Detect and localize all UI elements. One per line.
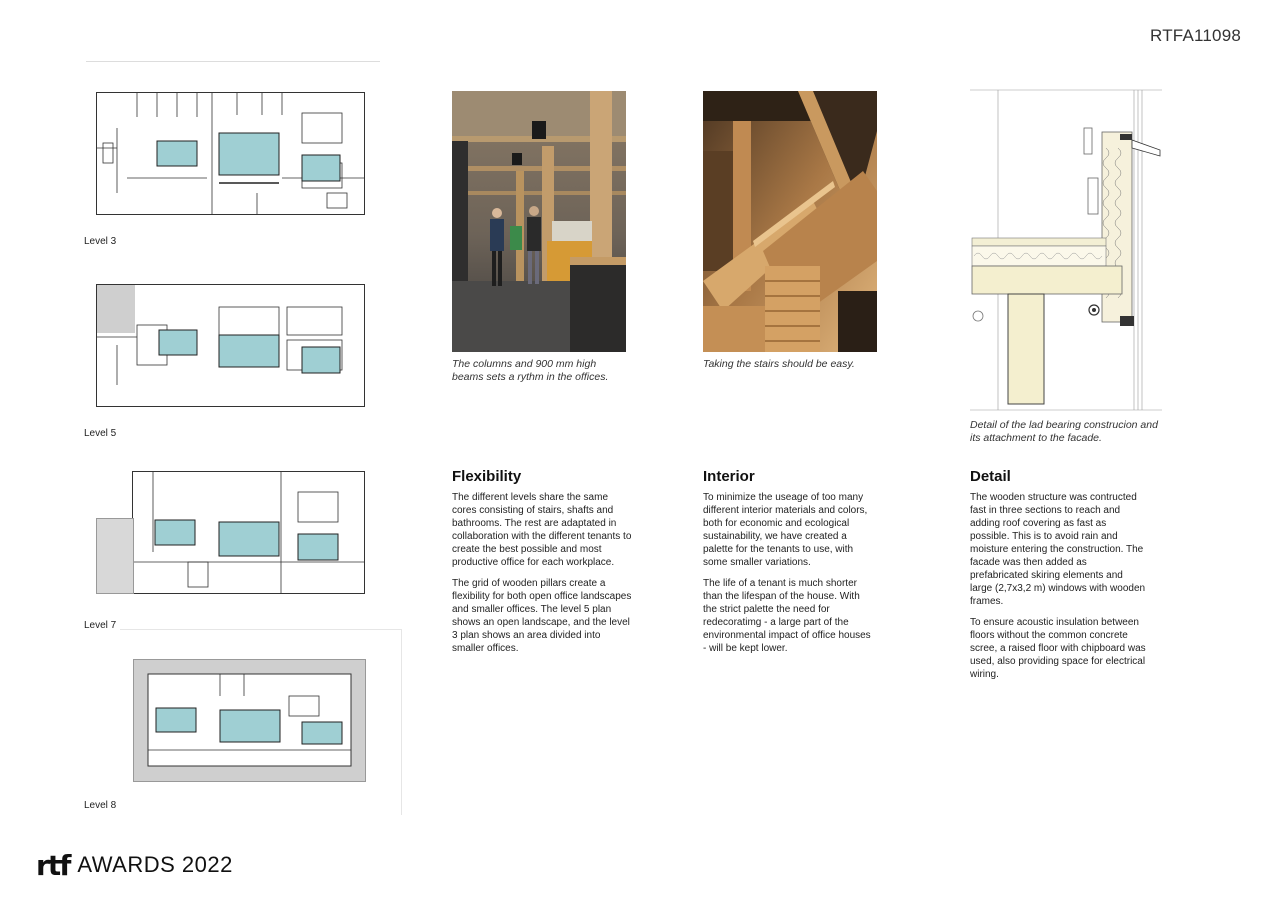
photo-wooden-stairs (703, 91, 877, 352)
construction-detail-drawing (970, 88, 1162, 413)
divider-line (401, 629, 402, 815)
section-interior (703, 468, 875, 663)
floor-plan-drawing (97, 285, 364, 406)
plan-label-level-3: Level 3 (84, 236, 117, 247)
section-body (970, 491, 1146, 681)
plan-label-level-8: Level 8 (84, 800, 117, 811)
floor-plan-level-8 (133, 659, 366, 782)
detail-section-svg (970, 88, 1162, 413)
photo-caption-office: The columns and 900 mm high beams sets a rythm in the offices. (452, 358, 609, 383)
paragraph: The different levels share the same cores consisting of stairs, shafts and bathrooms. The rest are adaptated in collaboration with the different tenants to create the best possible and most productive office for each workplace. (452, 492, 632, 568)
section-body (703, 491, 875, 655)
plan-label-level-5: Level 5 (84, 428, 117, 439)
section-flexibility (452, 468, 632, 663)
paragraph: The life of a tenant is much shorter than the lifespan of the house. With the strict palette the need for redecoratimg - a large part of the environmental impact of office houses - will be kept lower. (703, 578, 871, 654)
floor-plan-level-7 (132, 471, 365, 594)
paragraph: The wooden structure was contructed fast in three sections to reach and adding roof covering as fast as possible. This is to avoid rain and moisture entering the construction. The facade was then added as prefabricated skiring elements and large (2,7x3,2 m) windows with wooden frames. (970, 492, 1146, 607)
photo-caption-detail: Detail of the lad bearing construcion and its attachment to the facade. (970, 419, 1158, 444)
project-code: RTFA11098 (1150, 26, 1241, 45)
floor-plan-level-3 (96, 92, 365, 215)
floor-plan-drawing (97, 93, 364, 214)
divider-line (120, 629, 402, 630)
wooden-stairs-image (703, 91, 877, 352)
section-detail (970, 468, 1146, 689)
photo-caption-stairs: Taking the stairs should be easy. (703, 358, 855, 370)
section-body (452, 491, 632, 655)
office-interior-image (452, 91, 626, 352)
section-heading: Detail (970, 468, 1011, 485)
plan-label-level-7: Level 7 (84, 620, 117, 631)
section-heading: Flexibility (452, 468, 522, 485)
floor-plan-level-5 (96, 284, 365, 407)
plan-annex-hatch (96, 518, 134, 594)
paragraph: To minimize the useage of too many different interior materials and colors, both for economic and ecological sustainability, we have created a palette for the tenants to use, with some smaller variations. (703, 492, 868, 568)
awards-logo-text: AWARDS 2022 (77, 852, 233, 877)
rtf-awards-logo (36, 848, 233, 882)
paragraph: To ensure acoustic insulation between floors without the common concrete scree, a raised floor with chipboard was used, also providing space for electrical wiring. (970, 617, 1146, 680)
rtf-logo-mark: rtf (36, 848, 70, 882)
paragraph: The grid of wooden pillars create a flexibility for both open office landscapes and smaller offices. The level 5 plan shows an open landscape, and the level 3 plan shows an area divided into smaller offices. (452, 578, 632, 654)
floor-plan-drawing (134, 660, 365, 781)
divider-line (86, 61, 380, 62)
section-heading: Interior (703, 468, 755, 485)
photo-office-interior (452, 91, 626, 352)
floor-plan-drawing (133, 472, 364, 593)
